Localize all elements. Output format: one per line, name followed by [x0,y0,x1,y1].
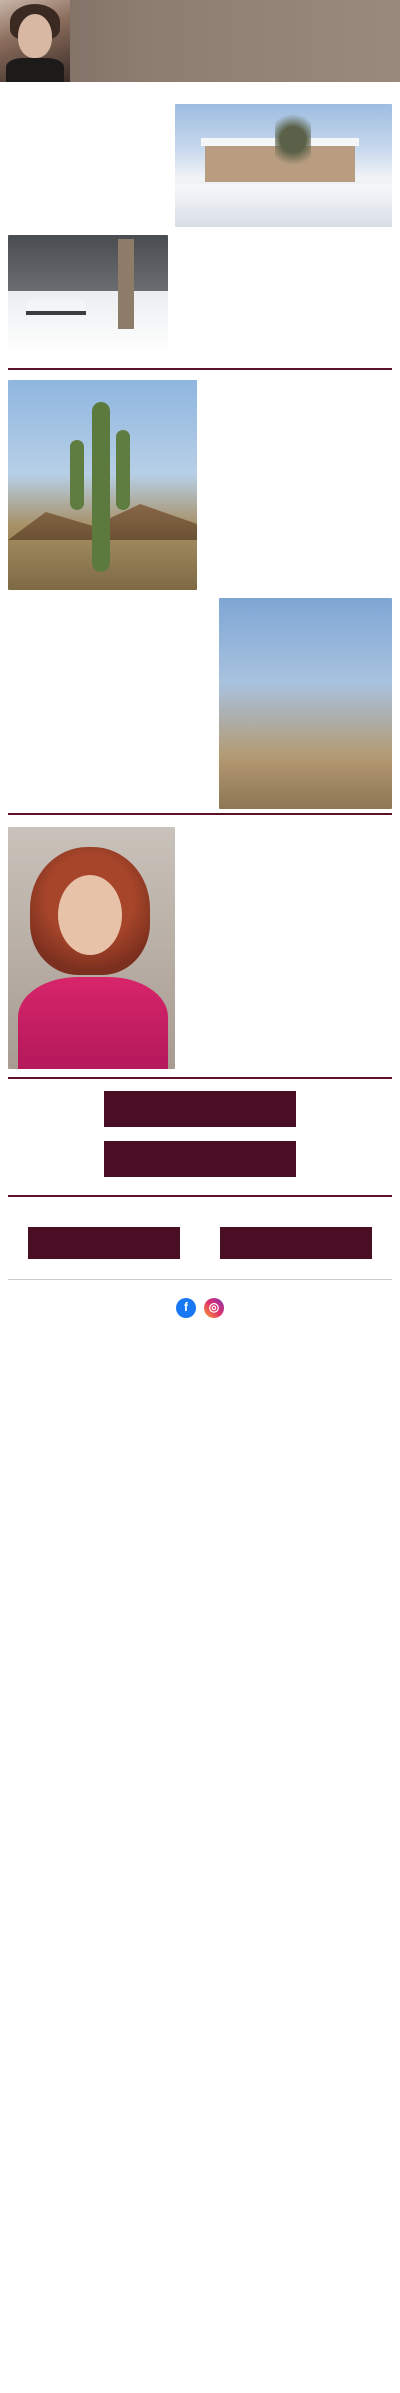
winter-row-1 [8,104,392,227]
new-website-button[interactable] [28,1227,180,1259]
old-website-button[interactable] [220,1227,372,1259]
newsletter-header [0,0,400,82]
organ-row [8,598,392,809]
saguaro-cactus-photo [8,380,197,590]
debbie-shag-photo [8,827,175,1069]
shag-row [8,827,392,1069]
call-me-button[interactable] [104,1141,296,1177]
social-links [8,1298,392,1318]
section-divider [8,368,392,370]
organ-pipe-cactus-photo [219,598,392,809]
issue-month [0,82,400,86]
instagram-icon[interactable]: ◎ [204,1298,224,1318]
website-buttons [8,1227,392,1259]
section-divider [8,1077,392,1079]
trip-row [8,380,392,590]
section-divider [8,1195,392,1197]
winter-row-2 [8,235,392,354]
section-divider [8,813,392,815]
front-yard-snow-photo [175,104,392,227]
bill-portrait [0,0,70,82]
facebook-icon[interactable]: f [176,1298,196,1318]
footer [8,1279,392,1318]
backyard-bench-snow-photo [8,235,168,354]
scheduling-site-button[interactable] [104,1091,296,1127]
